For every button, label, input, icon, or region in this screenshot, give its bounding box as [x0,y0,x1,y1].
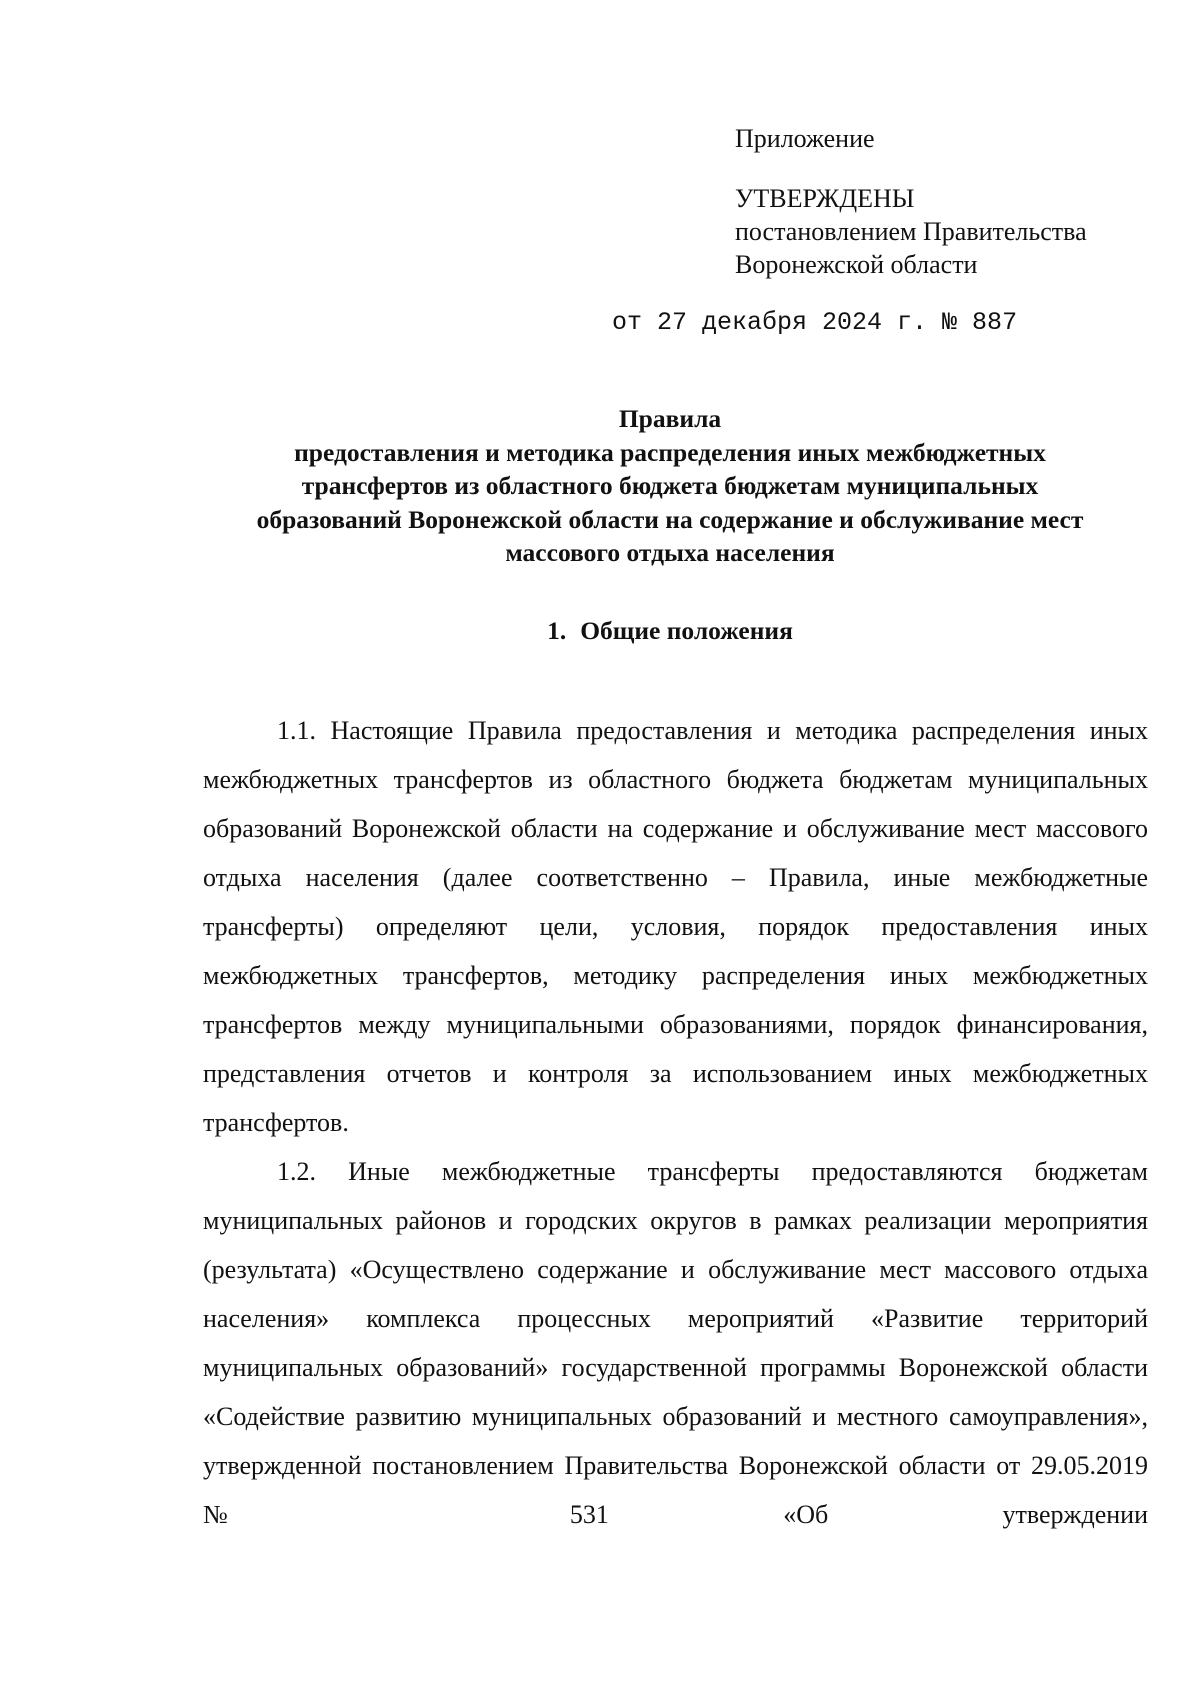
approved-label: УТВЕРЖДЕНЫ [735,184,915,213]
paragraph-1-1: 1.1. Настоящие Правила предоставления и методика распределения иных межбюджетных трансфертов из областного бюджета бюджетам муниципальных образований Воронежской области на содержание и обслуживание мест массового отдыха населения (далее соответственно – Правила, иные межбюджетные трансферты) определяют цели, условия, порядок предоставления иных межбюджетных трансфертов, методику распределения иных межбюджетных трансфертов между муниципальными образованиями, порядок финансирования, представления отчетов и контроля за использованием иных межбюджетных трансфертов. [203,716,1148,1137]
section-1-heading [170,614,1170,647]
approval-block [735,122,1175,281]
document-title [170,402,1170,570]
section-1-title: Общие положения [580,616,793,645]
title-line-2: предоставления и методика распределения иных межбюджетных [294,437,1046,467]
approved-by-line-1: постановлением Правительства [735,217,1087,246]
paragraph-1-2: 1.2. Иные межбюджетные трансферты предоставляются бюджетам муниципальных районов и городских округов в рамках реализации мероприятия (результата) «Осуществлено содержание и обслуживание мест массового отдыха населения» комплекса процессных мероприятий «Развитие территорий муниципальных образований» государственной программы Воронежской области «Содействие развитию муниципальных образований и местного самоуправления», утвержденной постановлением Правительства Воронежской области от 29.05.2019 № 531 «Об утверждении [203,1157,1148,1529]
section-1-body [203,706,1148,1539]
title-line-5: массового отдыха населения [505,538,835,567]
appendix-label: Приложение [735,124,875,153]
resolution-date-number: от 27 декабря 2024 г. № 887 [612,308,1018,337]
title-line-3: трансфертов из областного бюджета бюджетам муниципальных [301,471,1039,500]
approved-by-line-2: Воронежской области [735,250,978,279]
title-line-1: Правила [618,404,722,433]
section-1-number: 1. [547,616,567,645]
title-line-4: образований Воронежской области на содержание и обслуживание мест [256,504,1084,534]
